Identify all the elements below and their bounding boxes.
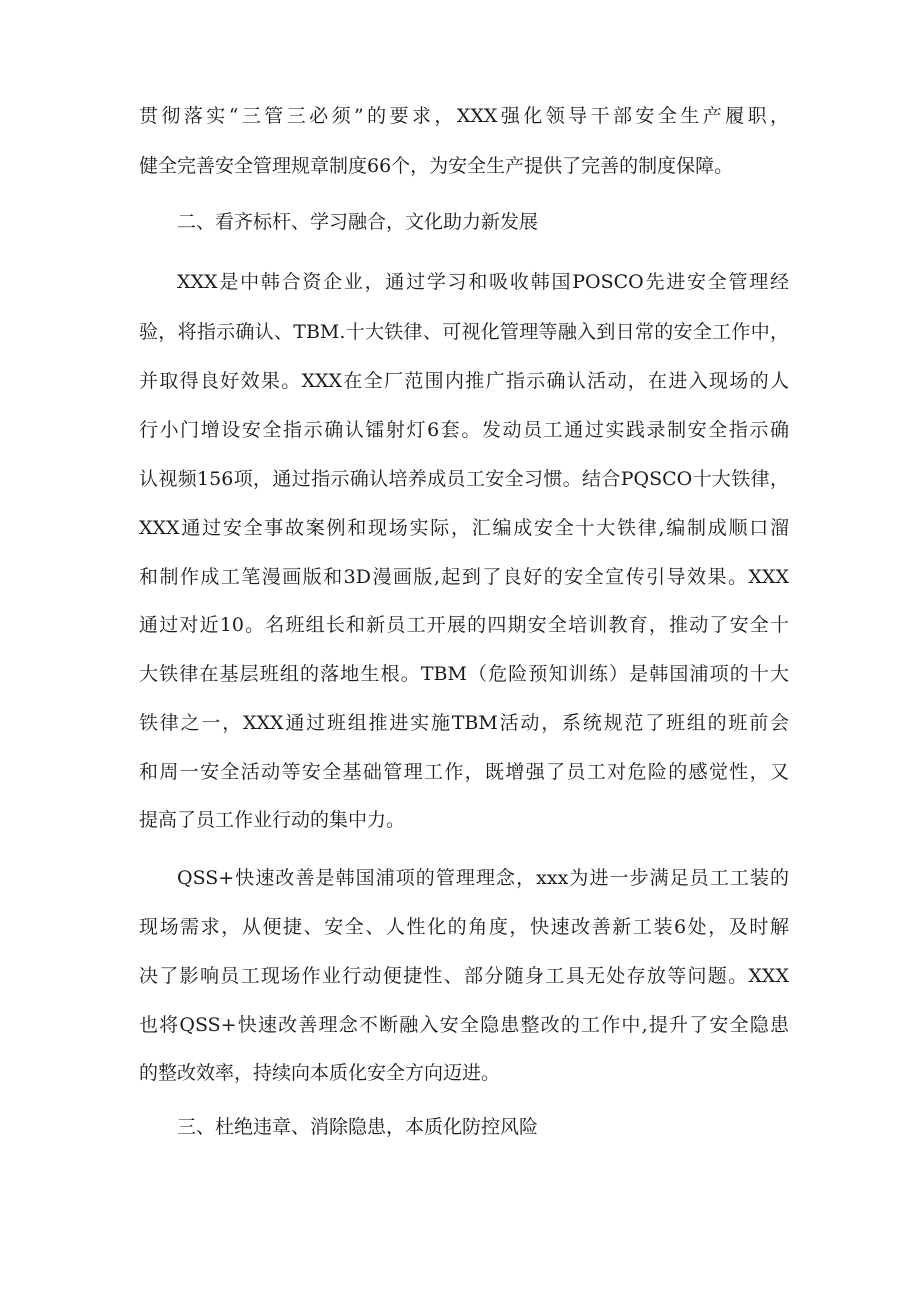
para2-line-3: 决了影响员工现场作业行动便捷性、部分随身工具无处存放等问题。XXX: [139, 965, 789, 987]
para1-line-3: 并取得良好效果。XXX在全厂范围内推广指示确认活动，在进入现场的人: [139, 370, 789, 392]
para1-line-2: 验，将指示确认、TBM.十大铁律、可视化管理等融入到日常的安全工作中，: [139, 321, 789, 343]
para1-line-1: XXX是中韩合资企业，通过学习和吸收韩国POSCO先进安全管理经: [177, 271, 789, 293]
para1-line-10: 铁律之一，XXX通过班组推进实施TBM活动，系统规范了班组的班前会: [139, 712, 789, 734]
intro-line-2: 健全完善安全管理规章制度66个，为安全生产提供了完善的制度保障。: [139, 155, 734, 177]
section-3-heading: 三、杜绝违章、消除隐患，本质化防控风险: [177, 1116, 539, 1138]
section-2-heading: 二、看齐标杆、学习融合，文化助力新发展: [177, 211, 539, 233]
para2-line-4: 也将QSS+快速改善理念不断融入安全隐患整改的工作中,提升了安全隐患: [139, 1014, 789, 1036]
para2-line-5: 的整改效率，持续向本质化安全方向迈进。: [139, 1062, 501, 1084]
para1-line-6: XXX通过安全事故案例和现场实际，汇编成安全十大铁律,编制成顺口溜: [139, 517, 789, 539]
para2-line-2: 现场需求，从便捷、安全、人性化的角度，快速改善新工装6处，及时解: [139, 916, 789, 938]
para1-line-5: 认视频156项，通过指示确认培养成员工安全习惯。结合PQSCO十大铁律，: [139, 468, 789, 490]
para2-line-1: QSS+快速改善是韩国浦项的管理理念，xxx为进一步满足员工工装的: [177, 867, 789, 889]
para1-line-9: 大铁律在基层班组的落地生根。TBM（危险预知训练）是韩国浦项的十大: [139, 663, 789, 685]
para1-line-7: 和制作成工笔漫画版和3D漫画版,起到了良好的安全宣传引导效果。XXX: [139, 566, 789, 588]
para1-line-12: 提高了员工作业行动的集中力。: [139, 809, 406, 831]
para1-line-8: 通过对近10。名班组长和新员工开展的四期安全培训教育，推动了安全十: [139, 614, 789, 636]
para1-line-4: 行小门增设安全指示确认镭射灯6套。发动员工通过实践录制安全指示确: [139, 419, 789, 441]
intro-line-1: 贯彻落实“三管三必须”的要求，XXX强化领导干部安全生产履职，: [139, 105, 789, 127]
para1-line-11: 和周一安全活动等安全基础管理工作，既增强了员工对危险的感觉性，又: [139, 761, 789, 783]
